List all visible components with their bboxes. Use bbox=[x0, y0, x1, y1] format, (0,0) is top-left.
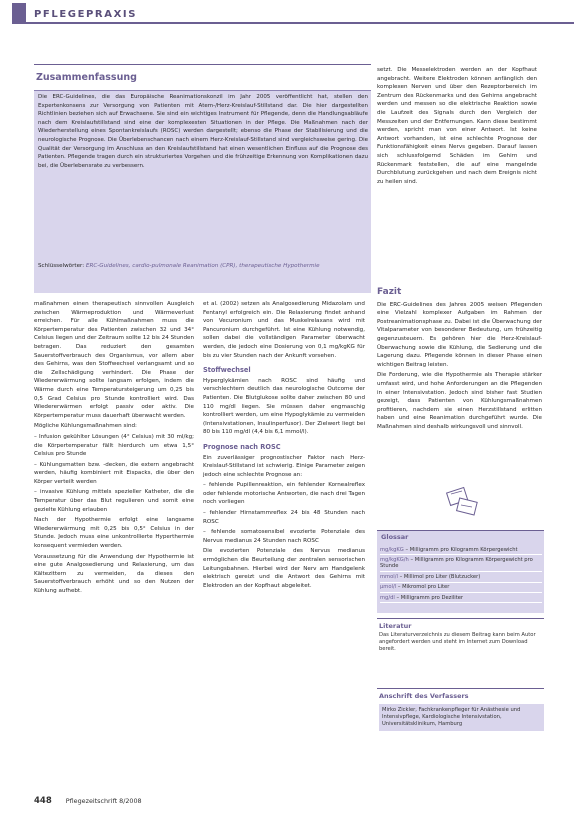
col2-list-item: – fehlende Pupillenreaktion, ein fehlender Kornealreflex oder fehlende motorische Antworten, die nach drei Tagen noch vorliegen bbox=[203, 482, 365, 506]
col1-list-item: – Kühlungsmatten bzw. -decken, die extern angebracht werden, häufig kombiniert mit Eispacks, die über den Körper verteilt werden bbox=[34, 461, 194, 485]
glossary-item: mmol/l – Millimol pro Liter (Blutzucker) bbox=[380, 572, 542, 582]
fazit-section bbox=[377, 288, 542, 434]
glossary-definition: Milligramm pro Deziliter bbox=[400, 594, 464, 601]
glossary-title: Glossar bbox=[381, 533, 409, 541]
header-color-tab bbox=[12, 3, 26, 22]
col1-list-item-text: Infusion gekühlter Lösungen (4° Celsius) mit 30 ml/kg; die Körpertemperatur fällt hierdurch um etwa 1,5° Celsius pro Stunde bbox=[34, 433, 195, 458]
body-column-2 bbox=[203, 300, 365, 592]
col1-paragraph-2: Mögliche Kühlungsmaßnahmen sind: bbox=[34, 423, 137, 430]
col2-paragraph-2: Hyperglykämien nach ROSC sind häufig und verschlechtern deutlich das neurologische Outcome der Patienten. Die Blutglukose sollte daher zwischen 80 und 110 mg/dl liegen. Sie müssen daher engmaschig kontrolliert werden, um eine Hypoglykämie zu vermeiden (Intensivstationen, Insulinperfusor). Der Zielwert liegt bei 80 bis 110 mg/dl (4,4 bis 6,1 mmol/l). bbox=[203, 377, 365, 436]
col1-paragraph-3: Nach der Hypothermie erfolgt eine langsame Wiedererwärmung mit 0,25 bis 0,5° Celsius in der Stunde. Jedoch muss eine unkontrollierte Hyperthermie konsequent vermieden werden. bbox=[34, 517, 194, 550]
col1-paragraph-1: maßnahmen einen therapeutisch sinnvollen Ausgleich zwischen Wärmeproduktion und Wärmeverlust erreichen. Für alle Kühlmaßnahmen muss die Körpertemperatur des Patienten zwischen 32 und 34° Celsius liegen und der Zeitraum sollte 12 bis 24 Stunden betragen. Das reduziert den gesamten Sauerstoffverbrauch des Organismus, vor allem aber des Gehirns, was den Stoffwechsel verlangsamt und so die Zellschädigung verhindert. Die Phase der Wiedererwärmung sollte langsam erfolgen, indem die Wärme durch eine Temperatursteigerung um 0,25 bis 0,5 Grad Celsius pro Stunde kontrolliert wird. Das Wiedererwärmen erfolgt passiv oder aktiv. Die Körpertemperatur muss dauerhaft überwacht werden. bbox=[34, 301, 194, 419]
page-number: 448 bbox=[34, 796, 52, 806]
glossary-illustration-icon bbox=[440, 484, 480, 522]
page-header bbox=[0, 0, 574, 24]
keywords-label: Schlüsselwörter: bbox=[38, 263, 85, 269]
col1-list-item: – Infusion gekühlter Lösungen (4° Celsius) mit 30 ml/kg; die Körpertemperatur fällt hierdurch um etwa 1,5° Celsius pro Stunde bbox=[34, 433, 195, 458]
glossary-definition: Milligramm pro Kilogramm Körpergewicht bbox=[409, 546, 518, 553]
col2-list-item: – fehlender Hirnstammreflex 24 bis 48 Stunden nach ROSC bbox=[203, 510, 365, 525]
fazit-paragraph-1: Die ERC-Guidelines des Jahres 2005 weisen Pflegenden eine Vielzahl komplexer Aufgaben im Rahmen der Postreanimationsphase zu. Dabei ist die Überwachung der Vitalparameter von besonderer Bedeutung, um frühzeitig gegenzusteuern. Es gehören hier die Herz-Kreislauf-Überwachung sowie die Kühlung, die Sedierung und die Lagerung dazu. Pflegende können in dieser Phase einen wichtigen Beitrag leisten. bbox=[377, 301, 542, 368]
header-rule bbox=[12, 22, 574, 24]
col2-list-item: – fehlende somatosensibel evozierte Potenziale des Nervus medianus 24 Stunden nach ROSC bbox=[203, 529, 365, 544]
author-box bbox=[377, 688, 544, 773]
fazit-paragraph-2: Die Forderung, wie die Hypothermie als Therapie stärker umfasst wird, und hohe Anforderungen an die Pflegenden in einer Intensivstation. Jedoch sind bisher fast Studien gezeigt, dass Patienten von Kühlungsmaßnahmen profitieren, nachdem sie einen Herzstillstand erlitten haben und eine Reanimation durchgeführt wurde. Die Maßnahmen sind deshalb wirkungsvoll und sinnvoll. bbox=[377, 372, 542, 430]
literature-text: Das Literaturverzeichnis zu diesem Beitrag kann beim Autor angefordert werden und steht im Internet zum Download bereit. bbox=[379, 632, 536, 652]
col1-paragraph-4: Voraussetzung für die Anwendung der Hypothermie ist eine gute Analgosedierung und Relaxierung, um das Kältezittern zu vermeiden, da dieses den Sauerstoffverbrauch erhöht und so den Nutzen der Kühlung aufhebt. bbox=[34, 553, 194, 594]
col1-list-item: – invasive Kühlung mittels spezieller Katheter, die die Temperatur über das Blut regulieren und somit eine gezielte Kühlung erlauben bbox=[34, 489, 194, 513]
summary-keywords bbox=[38, 262, 368, 271]
col2-list-item-text: fehlende Pupillenreaktion, ein fehlender Kornealreflex oder fehlende motorische Antworten, die nach drei Tagen noch vorliegen bbox=[203, 482, 365, 506]
col2-list-item-text: fehlende somatosensibel evozierte Potenziale des Nervus medianus 24 Stunden nach ROSC bbox=[203, 529, 365, 544]
glossary-definition: Milligramm pro Kilogramm Körpergewicht pro Stunde bbox=[380, 556, 533, 570]
page-footer bbox=[34, 796, 142, 806]
glossary-definition: Mikromol pro Liter bbox=[402, 584, 450, 591]
glossary-term: µmol/l bbox=[380, 584, 397, 591]
subheading-prognose: Prognose nach ROSC bbox=[203, 442, 281, 451]
glossary-term: mmol/l bbox=[380, 573, 398, 580]
author-title: Anschrift des Verfassers bbox=[379, 692, 469, 700]
glossary-list bbox=[380, 545, 542, 603]
body-column-1 bbox=[34, 300, 194, 598]
right-column-top bbox=[377, 66, 537, 188]
glossary-term: mg/kgKG/h bbox=[380, 556, 409, 563]
subheading-stoffwechsel: Stoffwechsel bbox=[203, 366, 251, 375]
col1-list-item-text: invasive Kühlung mittels spezieller Katheter, die die Temperatur über das Blut regulieren und somit eine gezielte Kühlung erlauben bbox=[34, 489, 194, 513]
col2-paragraph-1: et al. (2002) setzen als Analgosedierung Midazolam und Fentanyl erfolgreich ein. Die Relaxierung findet anhand von Vecuronium und das Muskelrelaxans wird mit Pancuronium durchgeführt. Ist eine Kühlung notwendig, sollen dabei die vollständigen Parameter überwacht werden, die jedoch eine Dosierung von 0,1 mg/kgKG für bis zu vier Stunden nach der Ankunft vorsehen. bbox=[203, 301, 365, 359]
journal-name: Pflegezeitschrift 8/2008 bbox=[65, 797, 142, 805]
glossary-box bbox=[377, 530, 544, 613]
literature-title: Literatur bbox=[379, 622, 412, 630]
glossary-definition: Millimol pro Liter (Blutzucker) bbox=[403, 573, 481, 580]
glossary-item: mg/kgKG/h – Milligramm pro Kilogramm Körpergewicht pro Stunde bbox=[380, 555, 542, 572]
fazit-title: Fazit bbox=[377, 287, 402, 297]
glossary-item: µmol/l – Mikromol pro Liter bbox=[380, 583, 542, 593]
col2-list-item-text: fehlender Hirnstammreflex 24 bis 48 Stunden nach ROSC bbox=[203, 510, 365, 525]
literature-box bbox=[377, 618, 544, 671]
glossary-term: mg/kgKG bbox=[380, 546, 404, 553]
col2-paragraph-3: Ein zuverlässiger prognostischer Faktor nach Herz-Kreislauf-Stillstand ist schwierig. Einige Parameter zeigen jedoch eine schlechte Prognose an: bbox=[203, 454, 365, 478]
summary-title: Zusammenfassung bbox=[36, 72, 137, 83]
summary-text: Die ERC-Guidelines, die das Europäische Reanimationskonzil im Jahr 2005 veröffentlicht hat, stellen den Expertenkonsens zur Versorgung von Patienten mit Atem-/Herz-Kreislauf-Stillstand dar. Die hier dargestellten Richtlinien beziehen sich auf Erwachsene. Sie sind ein wichtiges Instrument für Pflegende, denn die Handlungsabläufe nach dem Kreislaufstillstand sind eine der komplexesten Situationen in der Pflege. Die Maßnahmen nach der Wiederherstellung eines Spontankreislaufs (ROSC) werden dargestellt; ebenso die Phase der Stabilisierung und die neurologische Prognose. Die Überlebenschancen nach einem Herz-Kreislauf-Stillstand sind vergleichsweise gering. Die Qualität der Versorgung im Anschluss an den Kreislaufstillstand hat einen wesentlichen Einfluss auf die Prognose des Patienten. Pflegende tragen durch ein strukturiertes Vorgehen und die frühzeitige Erkennung von Komplikationen dazu bei, die Überlebensrate zu verbessern. bbox=[38, 94, 368, 169]
col2-paragraph-4: Die evozierten Potenziale des Nervus medianus ermöglichen die Beurteilung der zentralen sensorischen Leitungsbahnen. Hierbei wird der Nerv am Handgelenk elektrisch gereizt und die Antwort des Gehirns mit Elektroden an der Kopfhaut abgeleitet. bbox=[203, 548, 365, 589]
col1-list-item-text: Kühlungsmatten bzw. -decken, die extern angebracht werden, häufig kombiniert mit Eispacks, die über den Körper verteilt werden bbox=[34, 461, 194, 485]
glossary-item: mg/dl – Milligramm pro Deziliter bbox=[380, 593, 542, 603]
right-top-paragraph: setzt. Die Messelektroden werden an der Kopfhaut angebracht. Weitere Elektroden können anfänglich den komplexen Nerven und über den Rezeptorbereich im Zentrum des Rückenmarks und des Gehirns angebracht werden und messen so die elektrische Reaktion sowie die Laufzeit des Signals durch den Vergleich der Messzeiten und der Entfernungen. Kann diese bestimmt werden, spricht man von einer Antwort. Ist keine Antwort vorhanden, ist eine schlechte Prognose der Funktionsfähigkeit eines Nervs gegeben. Darauf lassen sich schlussfolgernd Schäden im Gehirn und Rückenmark feststellen, die auf eine mangelnde Durchblutung zurückgehen und nach dem Ereignis nicht zu heilen sind. bbox=[377, 67, 537, 185]
section-title: PFLEGEPRAXIS bbox=[34, 9, 138, 20]
glossary-item: mg/kgKG – Milligramm pro Kilogramm Körpergewicht bbox=[380, 545, 542, 555]
keywords-list: ERC-Guidelines, cardio-pulmonale Reanimation (CPR), therapeutische Hypothermie bbox=[85, 263, 320, 269]
author-address: Mirko Zickler, Fachkrankenpfleger für Anästhesie und Intensivpflege, Kardiologische Intensivstation, Universitätsklinikum, Hamburg bbox=[379, 704, 544, 731]
glossary-term: mg/dl bbox=[380, 594, 395, 601]
summary-header bbox=[34, 64, 371, 87]
